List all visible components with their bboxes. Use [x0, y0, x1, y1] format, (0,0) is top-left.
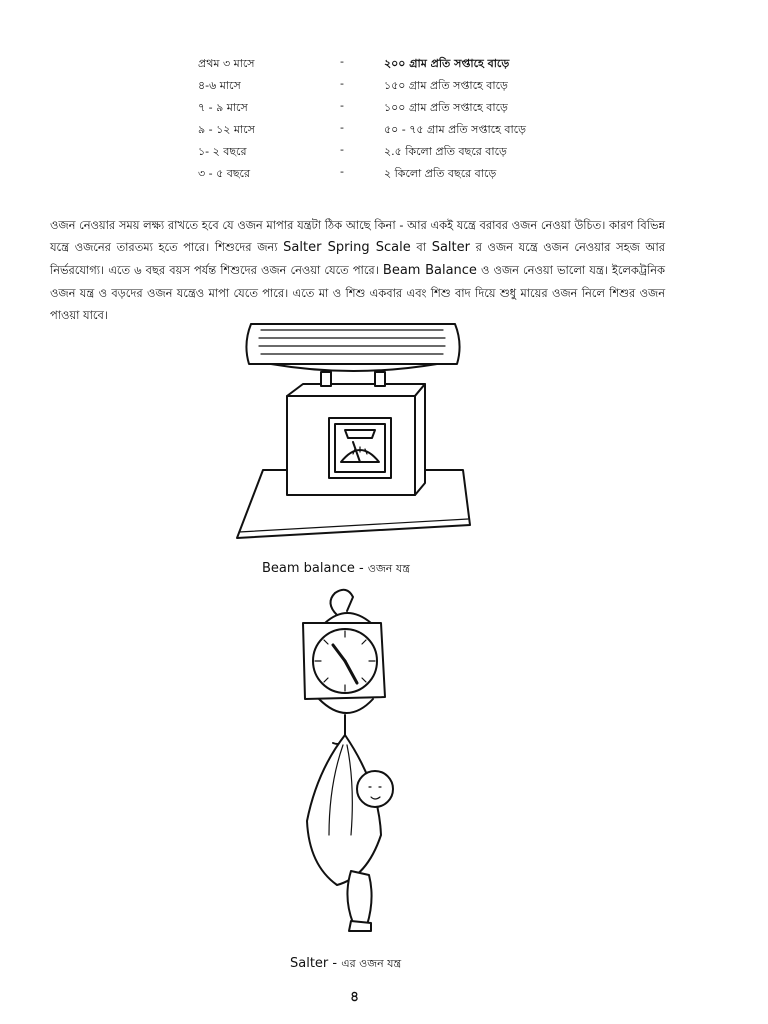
- beam-balance-illustration: [225, 310, 485, 560]
- term-salter: Salter: [431, 240, 470, 255]
- table-row: [0, 77, 768, 97]
- term-salter-spring-scale: Salter Spring Scale: [283, 240, 411, 255]
- page-number: ৪: [350, 989, 360, 1005]
- dash-cell: -: [340, 99, 344, 112]
- table-row: [0, 121, 768, 141]
- dash-cell: -: [340, 121, 344, 134]
- gain-cell: ২ কিলো প্রতি বছরে বাড়ে: [384, 167, 497, 180]
- caption-en: Beam balance: [262, 561, 355, 576]
- dash-cell: -: [340, 77, 344, 90]
- gain-cell: ২.৫ কিলো প্রতি বছরে বাড়ে: [384, 145, 507, 158]
- beam-balance-caption: [262, 560, 410, 579]
- dash-cell: -: [340, 165, 344, 178]
- caption-en: Salter: [290, 956, 329, 971]
- table-row: [0, 143, 768, 163]
- caption-bn: ওজন যন্ত্র: [367, 562, 410, 575]
- age-cell: ৭ - ৯ মাসে: [198, 101, 248, 114]
- table-row: [0, 99, 768, 119]
- gain-cell: ৫০ - ৭৫ গ্রাম প্রতি সপ্তাহে বাড়ে: [384, 123, 526, 136]
- salter-scale-illustration: [285, 585, 415, 945]
- gain-cell: ১০০ গ্রাম প্রতি সপ্তাহে বাড়ে: [384, 101, 508, 114]
- age-cell: ৪-৬ মাসে: [198, 79, 241, 92]
- table-row: [0, 55, 768, 75]
- age-cell: প্রথম ৩ মাসে: [198, 57, 255, 70]
- table-row: [0, 165, 768, 185]
- gain-cell: ২০০ গ্রাম প্রতি সপ্তাহে বাড়ে: [384, 57, 510, 70]
- dash-cell: -: [340, 143, 344, 156]
- paragraph-text: বা: [410, 240, 432, 254]
- caption-bn: এর ওজন যন্ত্র: [341, 957, 402, 970]
- paragraph-text: র ওজন যন্ত্রে ওজন নেওয়ার সহজ আর নির্ভরযোগ্য। এতে ৬ বছর বয়স পর্যন্ত শিশুদের ওজন নেওয়া যেতে পারে।: [50, 240, 665, 277]
- caption-separator: -: [332, 956, 338, 971]
- term-beam-balance: Beam Balance: [382, 263, 477, 278]
- dash-cell: -: [340, 55, 344, 68]
- paragraph-text: ও ওজন নেওয়া ভালো যন্ত্র। ইলেকট্রনিক ওজন যন্ত্র ও বড়দের ওজন যন্ত্রেও মাপা যেতে পারে। এতে মা ও শিশু একবার এবং শিশু বাদ দিয়ে শুধু মায়ের ওজন নিলে শিশুর ওজন পাওয়া যাবে।: [50, 263, 665, 322]
- gain-cell: ১৫০ গ্রাম প্রতি সপ্তাহে বাড়ে: [384, 79, 508, 92]
- caption-separator: -: [359, 561, 364, 576]
- age-cell: ১- ২ বছরে: [198, 145, 247, 158]
- paragraph-text: ওজন নেওয়ার সময় লক্ষ্য রাখতে হবে যে ওজন মাপার যন্ত্রটা ঠিক আছে কিনা - আর একই যন্ত্রে বরাবর ওজন নেওয়া উচিত। কারণ বিভিন্ন যন্ত্রে ওজনের তারতম্য হতে পারে। শিশুদের জন্য: [50, 218, 665, 254]
- salter-caption: [290, 955, 401, 974]
- age-cell: ৯ - ১২ মাসে: [198, 123, 255, 136]
- age-cell: ৩ - ৫ বছরে: [198, 167, 251, 180]
